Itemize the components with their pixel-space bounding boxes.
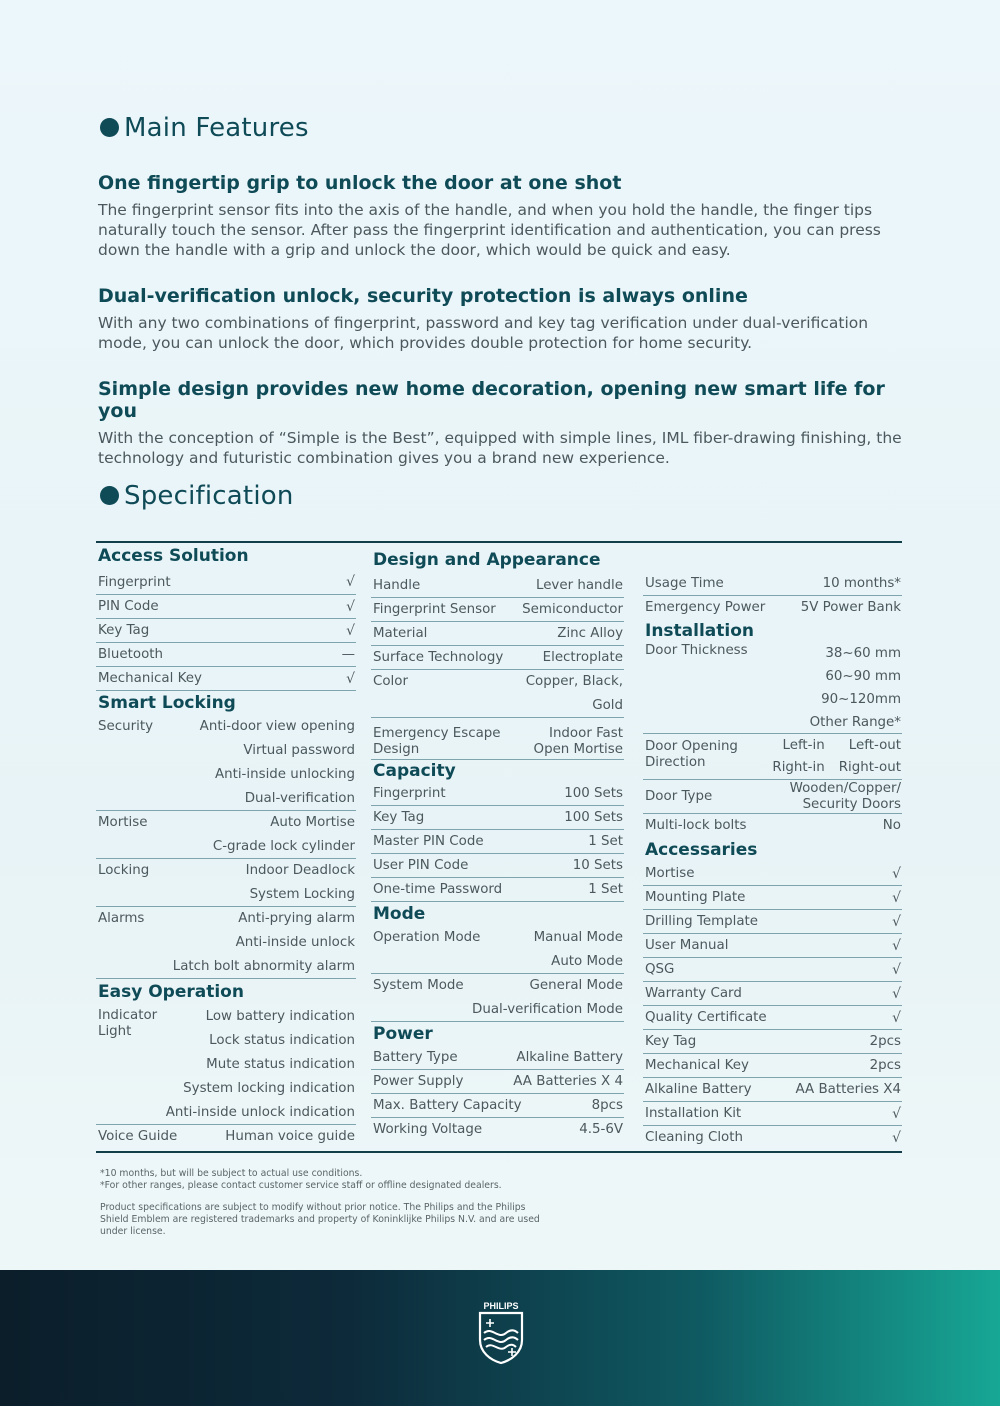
spec-row: Bluetooth — (96, 643, 356, 667)
accessaries-heading: Accessaries (645, 840, 758, 860)
spec-row: Battery Type Alkaline Battery (371, 1046, 624, 1070)
spec-row: Master PIN Code 1 Set (371, 830, 624, 854)
footnote-range: *For other ranges, please contact customer service staff or offline designated dealers. (100, 1180, 502, 1191)
spec-row: System Mode General Mode Dual-verification Mode (371, 974, 624, 1022)
spec-row: Fingerprint Sensor Semiconductor (371, 598, 624, 622)
footnotes (100, 1168, 540, 1238)
check-icon: √ (892, 986, 901, 1002)
feature-3-body: With the conception of “Simple is the Best”, equipped with simple lines, IML fiber-drawing finishing, the technology and futuristic combination gives you a brand new experience. (98, 429, 902, 467)
spec-row: Key Tag 100 Sets (371, 806, 624, 830)
feature-1 (98, 172, 903, 260)
spec-row: Mechanical Key 2pcs (643, 1054, 902, 1078)
spec-row: Security Anti-door view opening Virtual password Anti-inside unlocking Dual-verification (96, 715, 356, 811)
main-features-title-text: Main Features (124, 113, 309, 143)
specification-title (100, 481, 294, 511)
check-icon: √ (892, 890, 901, 906)
spec-row: Mortise Auto Mortise C-grade lock cylinder (96, 811, 356, 859)
spec-row: One-time Password 1 Set (371, 878, 624, 902)
footnote-usage: *10 months, but will be subject to actual use conditions. (100, 1168, 363, 1179)
spec-bottom-rule (96, 1151, 902, 1153)
spec-row: Usage Time 10 months* (643, 572, 902, 596)
spec-row: QSG √ (643, 958, 902, 982)
spec-row: Working Voltage 4.5-6V (373, 1122, 623, 1137)
installation-heading: Installation (645, 621, 755, 641)
spec-row: Mortise √ (643, 862, 902, 886)
check-icon: √ (892, 1010, 901, 1026)
spec-row: Door Type Wooden/Copper/ Security Doors (645, 781, 901, 812)
spec-row: Fingerprint 100 Sets (371, 782, 624, 806)
spec-row: Multi-lock bolts No (645, 818, 901, 833)
spec-row: Quality Certificate √ (643, 1006, 902, 1030)
spec-row: Locking Indoor Deadlock System Locking (96, 859, 356, 907)
check-icon: √ (892, 1106, 901, 1122)
spec-row: Emergency Power 5V Power Bank (645, 600, 901, 615)
spec-row: Color Copper, Black, Gold (371, 670, 624, 718)
check-icon: √ (346, 574, 355, 590)
easy-operation-heading: Easy Operation (98, 982, 244, 1002)
smart-locking-heading: Smart Locking (98, 693, 236, 713)
feature-3 (98, 378, 903, 468)
feature-2-body: With any two combinations of fingerprint, password and key tag verification under dual-verification mode, you can unlock the door, which provides double protection for home security. (98, 314, 869, 352)
spec-column-1 (96, 543, 356, 1149)
check-icon: √ (892, 866, 901, 882)
spec-row: Door Thickness 38~60 mm 60~90 mm 90~120mm Other Range* (643, 642, 902, 734)
check-icon: √ (892, 962, 901, 978)
spec-row: Handle Lever handle (371, 574, 624, 598)
mode-heading: Mode (373, 904, 426, 924)
check-icon: √ (892, 914, 901, 930)
capacity-heading: Capacity (373, 761, 456, 781)
brand-name: PHILIPS (483, 1301, 519, 1311)
access-solution-heading: Access Solution (98, 546, 249, 566)
spec-row: Alarms Anti-prying alarm Anti-inside unlock Latch bolt abnormity alarm (96, 907, 356, 979)
legal-line: Shield Emblem are registered trademarks and property of Koninklijke Philips N.V. and are used (100, 1214, 540, 1225)
spec-row: Key Tag √ (96, 619, 356, 643)
spec-row: Drilling Template √ (643, 910, 902, 934)
philips-shield-logo-icon (476, 1300, 526, 1364)
spec-row: Max. Battery Capacity 8pcs (371, 1094, 624, 1118)
spec-row: Cleaning Cloth √ (643, 1126, 902, 1150)
spec-row: Voice Guide Human voice guide (98, 1129, 355, 1144)
feature-1-body: The fingerprint sensor fits into the axis of the handle, and when you hold the handle, the finger tips naturally touch the sensor. After pass the fingerprint identification and authentication, you can press down the handle with a grip and unlock the door, which would be quick and easy. (98, 201, 881, 259)
spec-row: Indicator Light Low battery indication Lock status indication Mute status indication System locking indication Anti-inside unlock indication (96, 1005, 356, 1125)
spec-row: PIN Code √ (96, 595, 356, 619)
legal-line: under license. (100, 1226, 166, 1237)
spec-row: Installation Kit √ (643, 1102, 902, 1126)
bullet-dot-icon (100, 486, 119, 505)
dash-icon: — (341, 647, 355, 662)
design-appearance-heading: Design and Appearance (373, 550, 601, 570)
legal-line: Product specifications are subject to modify without prior notice. The Philips and the Philips (100, 1202, 526, 1213)
spec-row: Material Zinc Alloy (371, 622, 624, 646)
spec-column-3 (643, 543, 902, 1150)
spec-row: User Manual √ (643, 934, 902, 958)
feature-2 (98, 285, 903, 353)
spec-row: Fingerprint √ (96, 570, 356, 595)
spec-row: Surface Technology Electroplate (371, 646, 624, 670)
feature-2-heading: Dual-verification unlock, security protection is always online (98, 285, 748, 307)
check-icon: √ (346, 623, 355, 639)
check-icon: √ (892, 1130, 901, 1146)
main-features-title (100, 113, 309, 143)
spec-column-2 (371, 543, 624, 1142)
check-icon: √ (346, 671, 355, 687)
check-icon: √ (892, 938, 901, 954)
bullet-dot-icon (100, 118, 119, 137)
feature-3-heading: Simple design provides new home decoration, opening new smart life for you (98, 378, 885, 422)
spec-row: Mounting Plate √ (643, 886, 902, 910)
spec-row: Alkaline Battery AA Batteries X4 (643, 1078, 902, 1102)
spec-row: Operation Mode Manual Mode Auto Mode (371, 926, 624, 974)
feature-1-heading: One fingertip grip to unlock the door at one shot (98, 172, 622, 194)
check-icon: √ (346, 599, 355, 615)
spec-row: Key Tag 2pcs (643, 1030, 902, 1054)
spec-row: Mechanical Key √ (96, 667, 356, 691)
specification-title-text: Specification (124, 481, 294, 511)
spec-row: Power Supply AA Batteries X 4 (371, 1070, 624, 1094)
spec-row: Door Opening Direction Left-in Left-out Right-in Right-out (643, 734, 902, 780)
spec-row: User PIN Code 10 Sets (371, 854, 624, 878)
spec-row: Warranty Card √ (643, 982, 902, 1006)
power-heading: Power (373, 1024, 433, 1044)
spec-row: Emergency Escape Design Indoor Fast Open Mortise (371, 718, 624, 760)
